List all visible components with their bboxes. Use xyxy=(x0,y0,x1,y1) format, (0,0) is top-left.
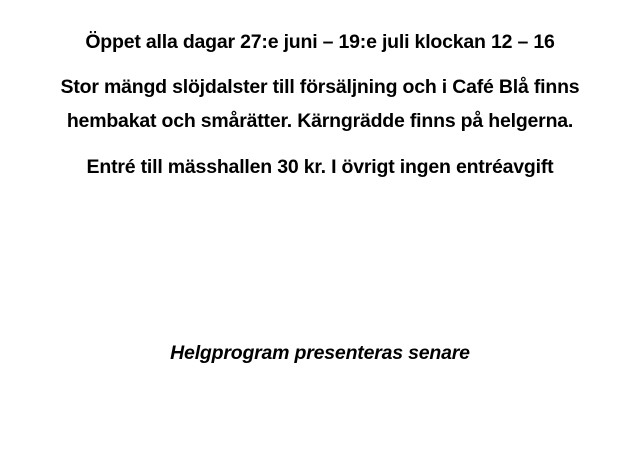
entrance-fee-text: Entré till mässhallen 30 kr. I övrigt ingen entréavgift xyxy=(86,156,554,178)
weekend-program-text: Helgprogram presenteras senare xyxy=(170,342,470,364)
opening-hours-text: Öppet alla dagar 27:e juni – 19:e juli klockan 12 – 16 xyxy=(85,31,555,53)
sale-info-line-1: Stor mängd slöjdalster till försäljning och i Café Blå finns xyxy=(60,76,580,98)
sale-info-line-2: hembakat och smårätter. Kärngrädde finns på helgerna. xyxy=(66,110,574,132)
